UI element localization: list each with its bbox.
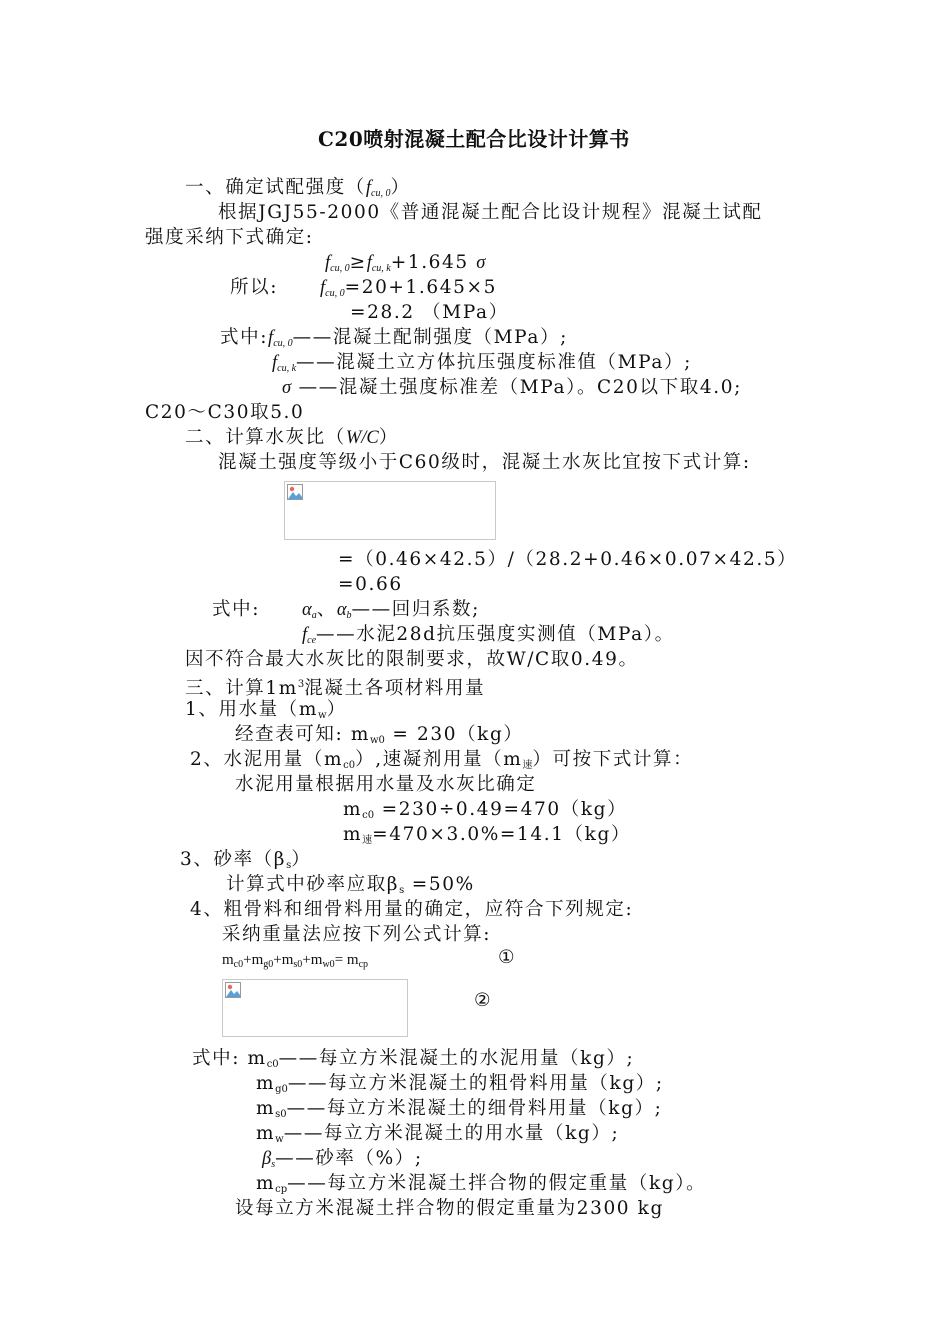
definition-mw: $m_w——$每立方米混凝土的用水量（kg）; <box>256 1123 620 1145</box>
definition-beta: $\beta_s——$砂率（%）; <box>262 1148 423 1170</box>
where-label-1: 式中$:f_{cu, 0}——$混凝土配制强度（MPa）; <box>220 327 568 349</box>
item-2-line-1: 水泥用量根据用水量及水灰比确定 <box>235 774 537 795</box>
equation-marker-2: ② <box>474 990 493 1011</box>
definition-fcuk: $f_{cu, k}——$混凝土立方体抗压强度标准值（MPa）; <box>272 352 692 374</box>
definition-sigma-cont: C20～C30取5.0 <box>145 402 305 423</box>
equation-marker-1: ① <box>498 947 517 968</box>
strength-formula: $f_{cu, 0}\ge f_{cu, k}+1.645$ σ <box>325 252 486 274</box>
item-1-heading: 1、用水量$(m_w)$ <box>185 699 347 721</box>
section-1-intro-1: 根据JGJ55-2000《普通混凝土配合比设计规程》混凝土试配 <box>218 202 763 223</box>
definition-mg0: $m_{g0}——$每立方米混凝土的粗骨料用量（kg）; <box>256 1073 664 1095</box>
definition-sigma: σ ——混凝土强度标准差（MPa）。C20以下取4.0; <box>282 377 742 398</box>
definition-ms0: $m_{s0}——$每立方米混凝土的细骨料用量（kg）; <box>256 1098 663 1120</box>
definition-fce: $f_{ce}——$水泥28d抗压强度实测值（MPa）。 <box>302 624 675 646</box>
broken-image-icon <box>287 484 303 500</box>
item-2-calc-1: $m_{c0} =230\div 0.49=470(kg)$ <box>343 799 628 821</box>
section-2-heading: 二、计算水灰比（W/C） <box>185 427 399 448</box>
item-2-heading: 2、水泥用量$(m_{c0})$,速凝剂用量$(m_速)$可按下式计算： <box>190 749 694 771</box>
wc-formula-image <box>284 481 496 540</box>
definition-alpha: $\alpha_a$、$\alpha_b——$回归系数; <box>302 599 480 621</box>
wc-calc-2: =0.66 <box>338 574 403 595</box>
wc-calc-1: =（0.46×42.5）/（28.2+0.46×0.07×42.5） <box>338 549 798 570</box>
section-2-line-1: 混凝土强度等级小于C60级时，混凝土水灰比宜按下式计算: <box>218 452 751 473</box>
section-3-heading: 三、计算$1m^3$混凝土各项材料用量 <box>185 678 486 699</box>
item-2-calc-2: $m_速=470\times 3.0\%=14.1(kg)$ <box>343 824 632 846</box>
so-label: 所以: <box>230 277 279 298</box>
wc-conclusion: 因不符合最大水灰比的限制要求，故W/C取0.49。 <box>185 649 639 670</box>
section-1-intro-2: 强度采纳下式确定: <box>145 227 314 248</box>
strength-calc-2: =28.2 （MPa） <box>350 302 509 323</box>
item-3-line: 计算式中砂率应取$\beta_s =50\%$ <box>226 874 475 896</box>
assumed-mass-line: 设每立方米混凝土拌合物的假定重量为2300 kg <box>235 1198 664 1219</box>
where-label-2: 式中: <box>212 599 261 620</box>
definition-mcp: $m_{cp}——$每立方米混凝土拌合物的假定重量（kg）。 <box>256 1173 707 1195</box>
item-4-heading: 4、粗骨料和细骨料用量的确定，应符合下列规定: <box>190 899 634 920</box>
where-label-3: 式中: $m_{c0}——$每立方米混凝土的水泥用量（kg）; <box>192 1048 635 1070</box>
item-4-line-1: 采纳重量法应按下列公式计算: <box>222 924 492 945</box>
page-title: C20喷射混凝土配合比设计计算书 <box>318 127 630 151</box>
item-1-line: 经查表可知: $m_{w0} = 230(kg)$ <box>235 724 524 746</box>
item-3-heading: 3、砂率$(\beta_s)$ <box>180 849 312 871</box>
sand-ratio-formula-image <box>222 979 408 1037</box>
broken-image-icon <box>225 982 241 998</box>
strength-calc-1: $f_{cu, 0}=20+1.645\times 5$ <box>320 277 497 299</box>
mass-equation: $m_{c0}+m_{g0}+m_{s0}+m_{w0}= m_{cp}$ <box>222 952 369 970</box>
section-1-heading: 一、确定试配强度$(f_{cu, 0})$ <box>185 177 411 199</box>
